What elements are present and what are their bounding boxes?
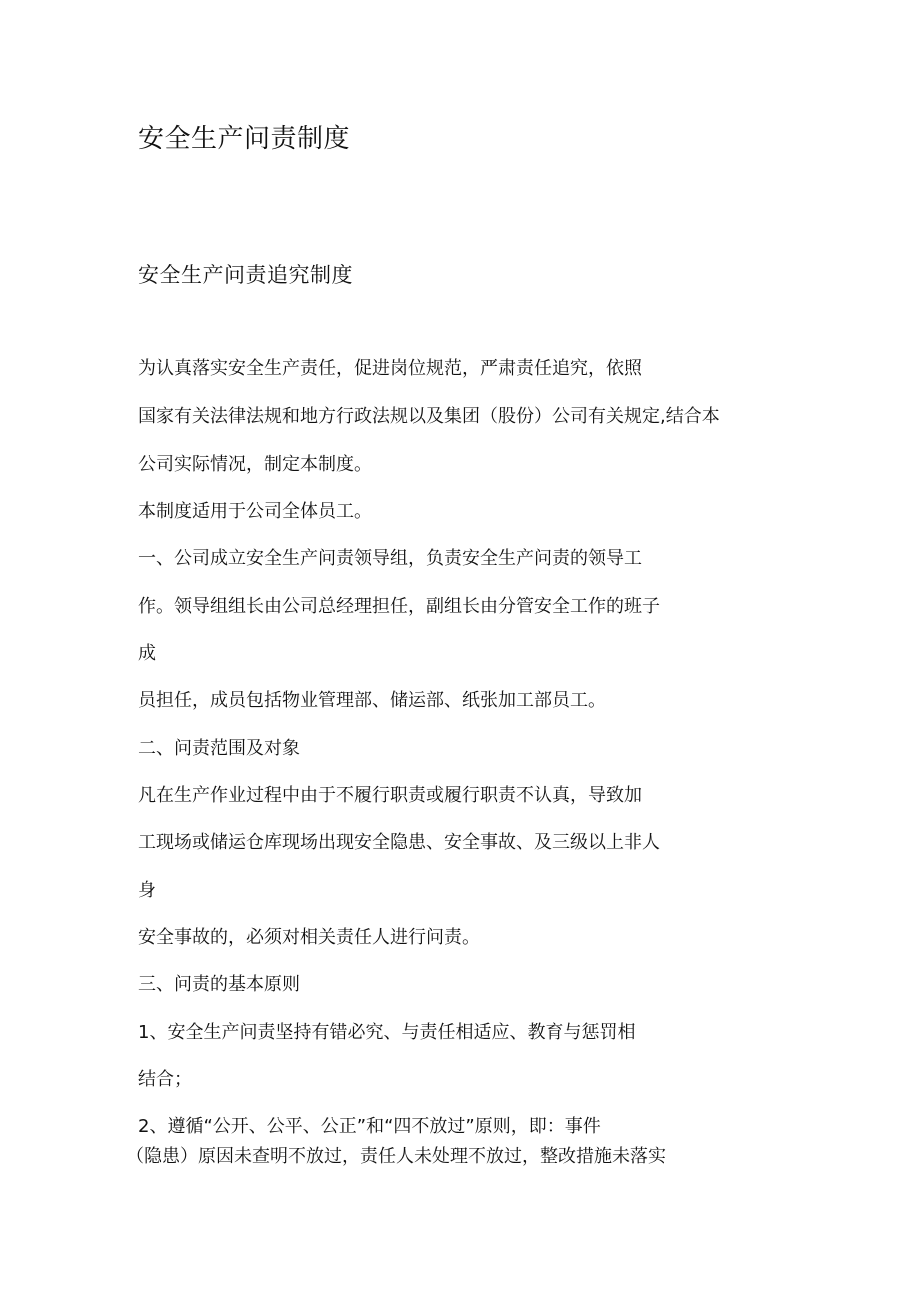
paragraph-line: 1、安全生产问责坚持有错必究、与责任相适应、教育与惩罚相 <box>138 1022 636 1043</box>
paragraph-line: 结合； <box>138 1069 192 1090</box>
paragraph-line: 为认真落实安全生产责任，促进岗位规范，严肃责任追究，依照 <box>138 358 642 379</box>
paragraph-line: 本制度适用于公司全体员工。 <box>138 501 372 522</box>
section-heading-3: 三、问责的基本原则 <box>138 974 300 995</box>
paragraph-line: 安全事故的，必须对相关责任人进行问责。 <box>138 927 480 948</box>
paragraph-line: 作。领导组组长由公司总经理担任，副组长由分管安全工作的班子 <box>138 596 660 617</box>
paragraph-line: （隐患）原因未查明不放过，责任人未处理不放过，整改措施未落实 <box>126 1146 666 1167</box>
document-title: 安全生产问责制度 <box>138 124 351 154</box>
paragraph-line: 身 <box>138 880 156 901</box>
paragraph-line: 国家有关法律法规和地方行政法规以及集团（股份）公司有关规定,结合本 <box>138 406 720 427</box>
paragraph-line: 凡在生产作业过程中由于不履行职责或履行职责不认真，导致加 <box>138 785 642 806</box>
paragraph-line: 成 <box>138 643 156 664</box>
section-heading-1: 一、公司成立安全生产问责领导组，负责安全生产问责的领导工 <box>138 548 642 569</box>
paragraph-line: 2、遵循“公开、公平、公正”和“四不放过”原则，即：事件 <box>138 1116 601 1137</box>
document-subtitle: 安全生产问责追究制度 <box>138 263 353 287</box>
paragraph-line: 公司实际情况，制定本制度。 <box>138 454 372 475</box>
section-heading-2: 二、问责范围及对象 <box>138 738 300 759</box>
paragraph-line: 工现场或储运仓库现场出现安全隐患、安全事故、及三级以上非人 <box>138 832 660 853</box>
paragraph-line: 员担任，成员包括物业管理部、储运部、纸张加工部员工。 <box>138 690 606 711</box>
